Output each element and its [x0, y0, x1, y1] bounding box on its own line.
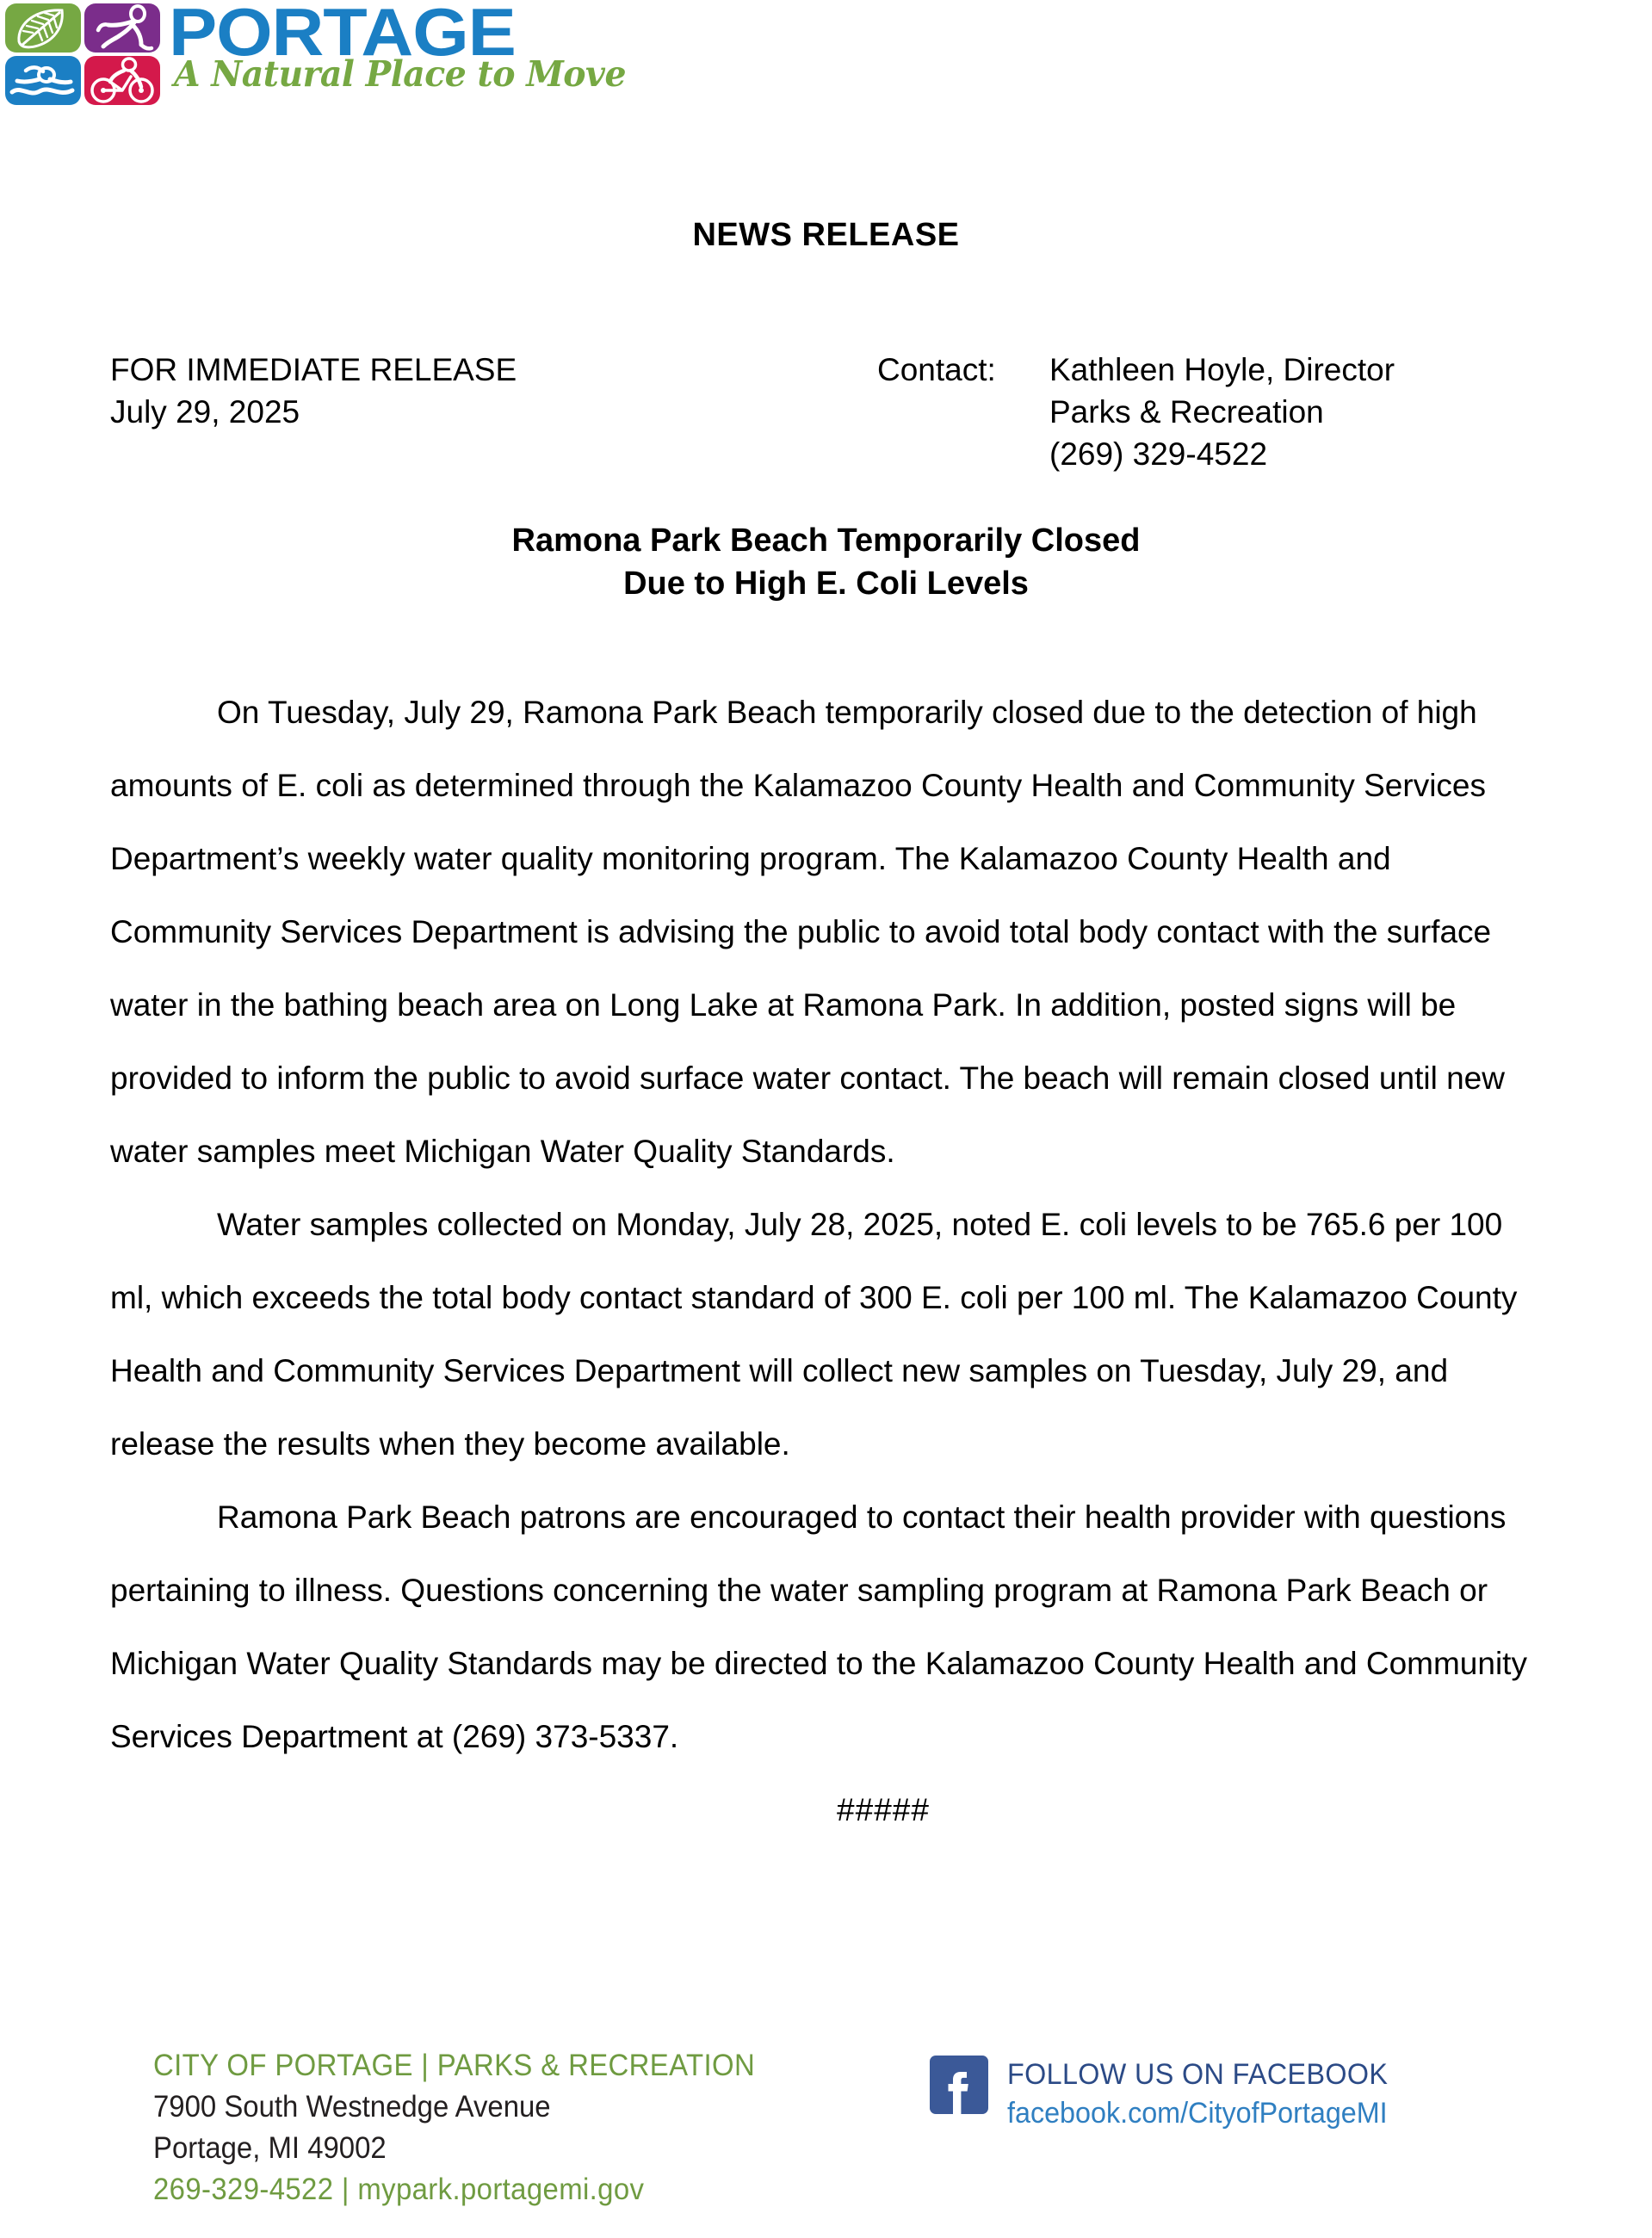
- headline-line-2: Due to High E. Coli Levels: [623, 566, 1029, 602]
- contact-department: Parks & Recreation: [1049, 394, 1324, 430]
- news-release-label: NEWS RELEASE: [692, 217, 960, 253]
- logo-tagline: A Natural Place to Move: [174, 53, 627, 95]
- facebook-icon[interactable]: [930, 2056, 988, 2114]
- footer-address-city: Portage, MI 49002: [153, 2131, 387, 2165]
- end-mark: #####: [837, 1792, 930, 1827]
- logo-wordmark: PORTAGE: [169, 0, 516, 70]
- release-date: July 29, 2025: [110, 394, 300, 430]
- release-body: [110, 676, 1550, 1846]
- release-meta-row: [0, 349, 1652, 472]
- page-title: [0, 519, 1652, 605]
- logo-wordmark-group: [169, 0, 627, 105]
- contact-spacer-2: [877, 433, 1049, 475]
- contact-spacer: [877, 391, 1049, 433]
- contact-name: Kathleen Hoyle, Director: [1049, 352, 1395, 387]
- contact-phone-row: [877, 433, 1395, 475]
- portage-logo: [5, 0, 627, 105]
- footer-contact-line[interactable]: 269-329-4522 | mypark.portagemi.gov: [153, 2173, 645, 2206]
- body-paragraph-1: On Tuesday, July 29, Ramona Park Beach temporarily closed due to the detection of high amounts of E. coli as determined through the Kalamazoo County Health and Community Services Department’s weekly water quality monitoring program. The Kalamazoo County Health and Community Services Department is advising the public to avoid total body contact with the surface water in the bathing beach area on Long Lake at Ramona Park. In addition, posted signs will be provided to inform the public to avoid surface water contact. The beach will remain closed until new water samples meet Michigan Water Quality Standards.: [110, 695, 1505, 1169]
- leaf-icon: [5, 3, 81, 53]
- footer-address-block: [153, 2045, 755, 2210]
- facebook-block[interactable]: [930, 2056, 1408, 2133]
- facebook-text-block: [1007, 2056, 1388, 2133]
- body-paragraph-2: Water samples collected on Monday, July 28, 2025, noted E. coli levels to be 765.6 per 100 ml, which exceeds the total body contact standard of 300 E. coli per 100 ml. The Kalamazoo County Health and Community Services Department will collect new samples on Tuesday, July 29, and release the results when they become available.: [110, 1207, 1518, 1462]
- footer-address-street: 7900 South Westnedge Avenue: [153, 2090, 551, 2124]
- contact-department-row: [877, 391, 1395, 433]
- headline-line-1: Ramona Park Beach Temporarily Closed: [511, 522, 1141, 559]
- facebook-heading: FOLLOW US ON FACEBOOK: [1007, 2058, 1389, 2091]
- page-footer: [0, 2045, 1652, 2238]
- contact-label: Contact:: [877, 352, 996, 387]
- cyclist-icon: [84, 56, 160, 105]
- release-timing: FOR IMMEDIATE RELEASE: [110, 352, 517, 387]
- logo-tile-grid: [5, 3, 160, 105]
- contact-block: [877, 349, 1395, 475]
- runner-icon: [84, 3, 160, 53]
- body-paragraph-3: Ramona Park Beach patrons are encouraged to contact their health provider with questions pertaining to illness. Questions concerning the water sampling program at Ramona Park Beach or Michigan Water Quality Standards may be directed to the Kalamazoo County Health and Community Services Department at (269) 373-5337.: [110, 1499, 1527, 1754]
- swimmer-icon: [5, 56, 81, 105]
- contact-name-row: [877, 349, 1395, 391]
- contact-phone: (269) 329-4522: [1049, 436, 1268, 472]
- footer-org-line: CITY OF PORTAGE | PARKS & RECREATION: [153, 2049, 756, 2082]
- facebook-url[interactable]: facebook.com/CityofPortageMI: [1007, 2097, 1388, 2130]
- release-timing-block: [110, 349, 517, 433]
